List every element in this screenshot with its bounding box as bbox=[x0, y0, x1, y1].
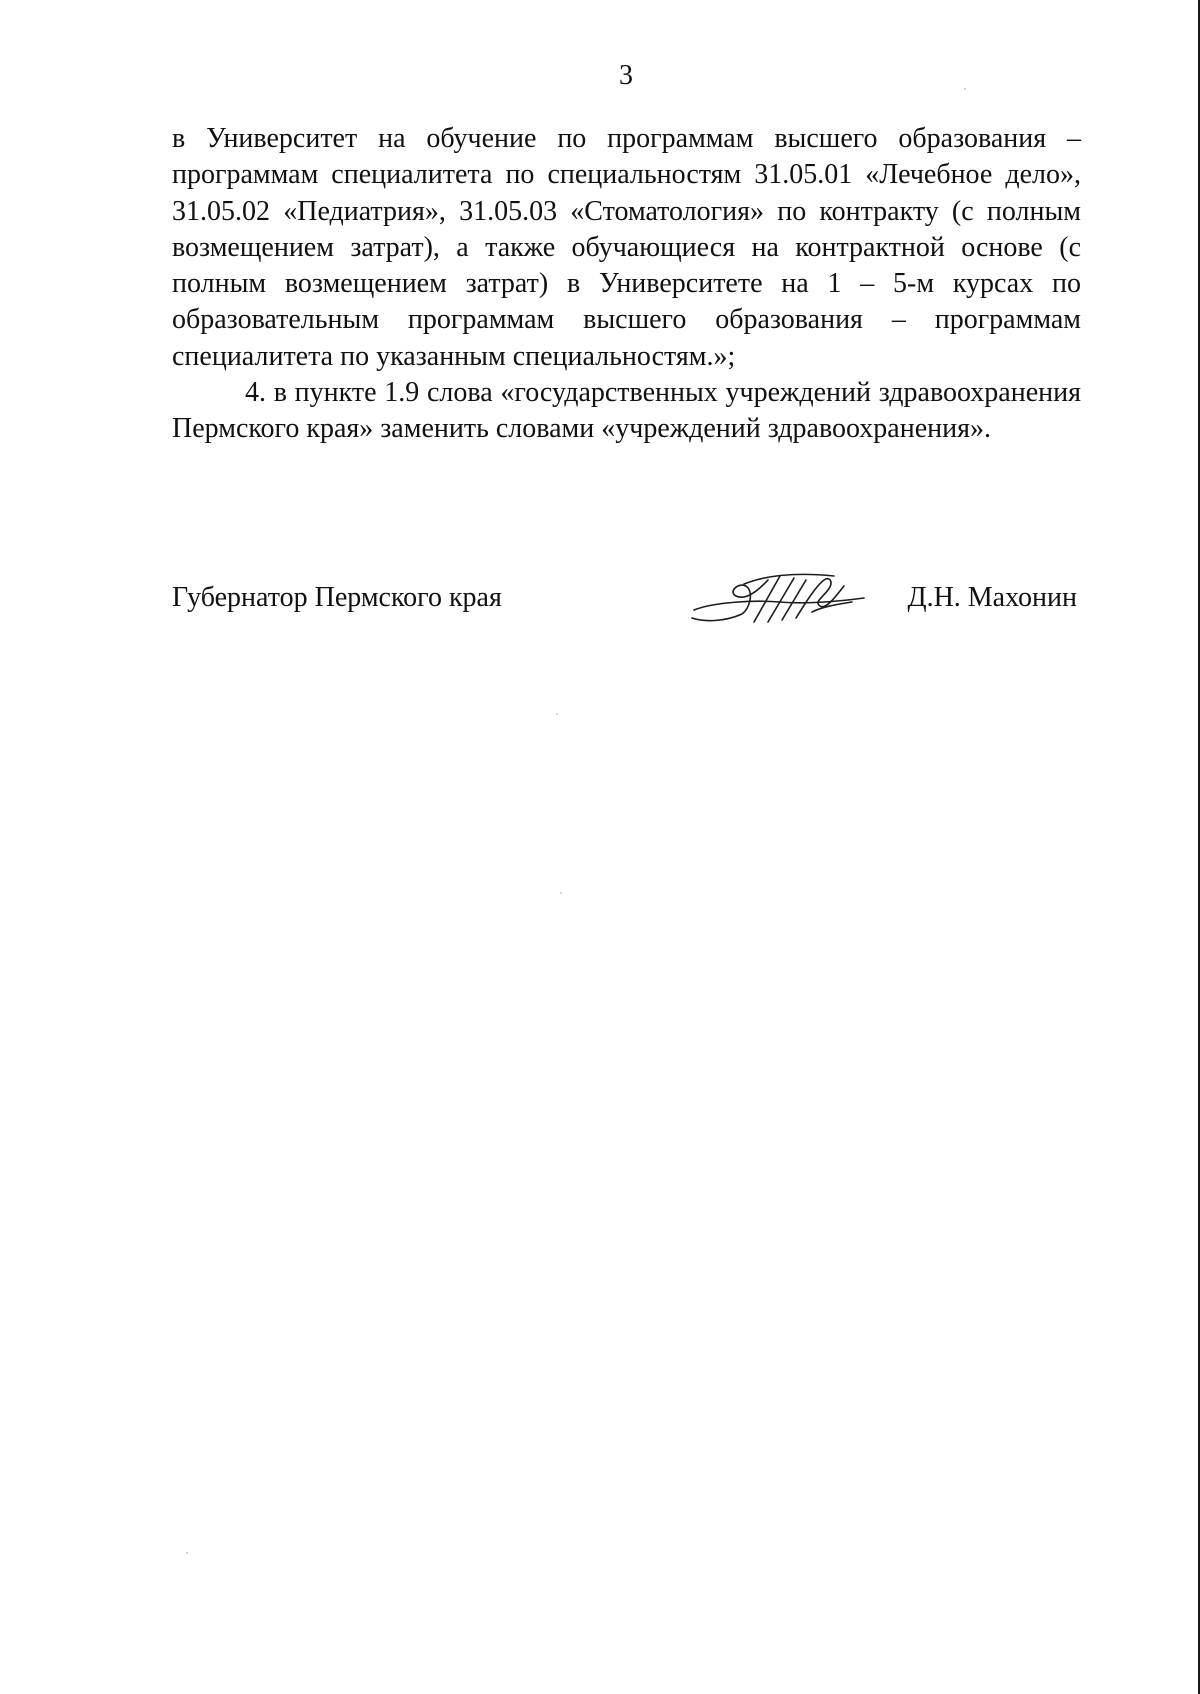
page-number: 3 bbox=[619, 60, 633, 91]
document-body bbox=[172, 121, 1081, 448]
paragraph-item-4: 4. в пункте 1.9 слова «государственных учреждений здравоохранения Пермского края» заменить словами «учреждений здравоохранения». bbox=[172, 377, 1081, 445]
scan-speck bbox=[964, 88, 966, 90]
signatory-name: Д.Н. Махонин bbox=[907, 582, 1077, 613]
scan-speck bbox=[186, 1552, 188, 1554]
scan-speck bbox=[556, 713, 558, 715]
paragraph-continuation: в Университет на обучение по программам высшего образования – программам специалитета по специальностям 31.05.01 «Лечебное дело», 31.05.02 «Педиатрия», 31.05.03 «Стоматология» по контракту (с полным возмещением затрат), а также обучающиеся на контрактной основе (с полным возмещением затрат) в Университете на 1 – 5-м курсах по образовательным программам высшего образования – программам специалитета по указанным специальностям.»; bbox=[172, 123, 1081, 372]
signature-block bbox=[172, 578, 1077, 628]
signatory-position: Губернатор Пермского края bbox=[172, 582, 502, 613]
handwritten-signature-icon bbox=[684, 562, 872, 634]
scan-speck bbox=[560, 892, 562, 894]
